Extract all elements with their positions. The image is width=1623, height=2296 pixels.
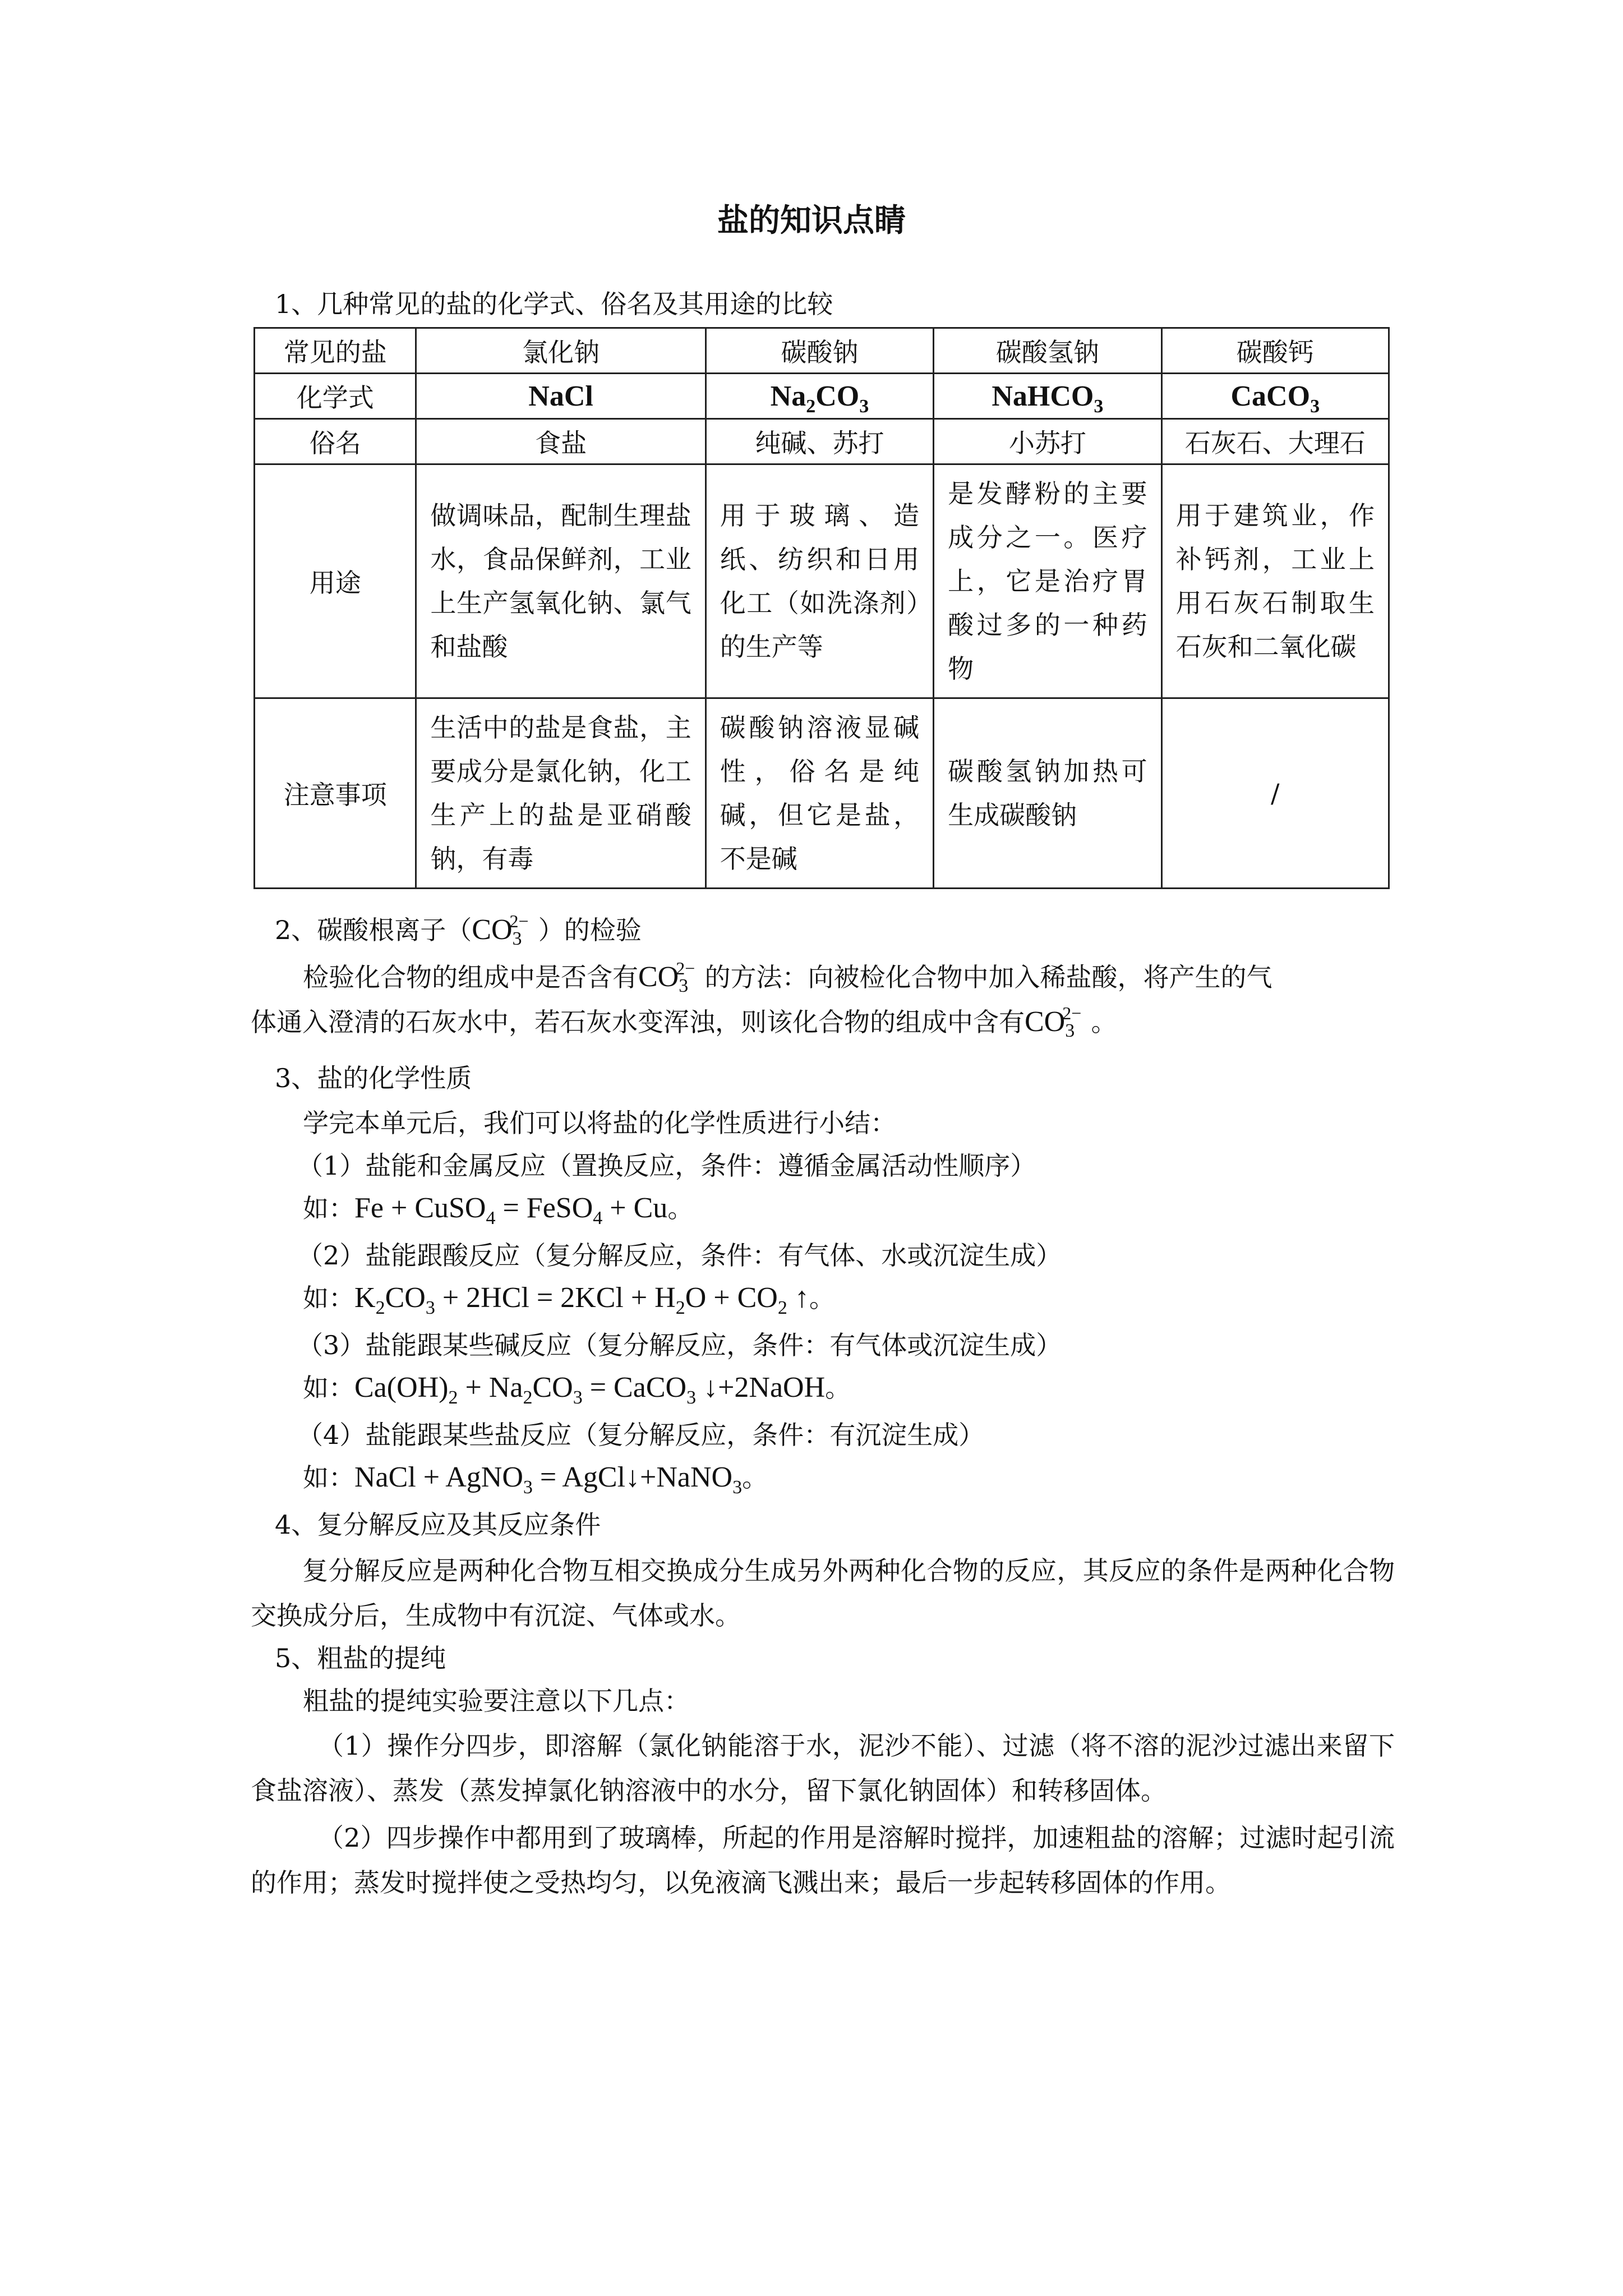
table-row	[255, 419, 1389, 464]
notes-cell: 生活中的盐是食盐，主要成分是氯化钠，化工生产上的盐是亚硝酸钠，有毒	[416, 698, 706, 889]
table-header-cell: 氯化钠	[416, 328, 706, 374]
equation-3: 如：$Ca(OH)_2 + Na_2CO_3$ = CaCO$_3$ ↓+2NaOH。	[303, 1372, 851, 1408]
section5-paragraph-2: （2）四步操作中都用到了玻璃棒，所起的作用是溶解时搅拌，加速粗盐的溶解；过滤时起引流的作用；蒸发时搅拌使之受热均匀，以免液滴飞溅出来；最后一步起转移固体的作用。	[251, 1823, 1395, 1898]
table-header-cell: 碳酸钠	[706, 328, 933, 374]
section5-intro: 粗盐的提纯实验要注意以下几点：	[303, 1686, 690, 1716]
section1-heading: 1、几种常见的盐的化学式、俗名及其用途的比较	[275, 289, 833, 319]
section3-item-3: （3）盐能跟某些碱反应（复分解反应，条件：有气体或沉淀生成）	[297, 1330, 1062, 1360]
formula-caco3: CaCO$_3$	[1161, 374, 1389, 419]
uses-cell: 用于玻璃、造纸、纺织和日用化工（如洗涤剂）的生产等	[706, 464, 933, 698]
formula-nahco3: NaHCO$_3$	[934, 374, 1161, 419]
table-header-cell: 碳酸氢钠	[934, 328, 1161, 374]
common-name-cell: 食盐	[416, 419, 706, 464]
uses-cell: 用于建筑业，作补钙剂，工业上用石灰石制取生石灰和二氧化碳	[1161, 464, 1389, 698]
uses-cell: 是发酵粉的主要成分之一。医疗上，它是治疗胃酸过多的一种药物	[934, 464, 1161, 698]
equation-2: 如：$K_2CO_3 + 2HCl = 2KCl + H_2O + CO_2$ ↑。	[303, 1282, 835, 1318]
row-label-formula: 化学式	[255, 374, 416, 419]
notes-cell: 碳酸氢钠加热可生成碳酸钠	[934, 698, 1161, 889]
section4-heading: 4、复分解反应及其反应条件	[275, 1510, 601, 1540]
common-name-cell: 石灰石、大理石	[1161, 419, 1389, 464]
section3-heading: 3、盐的化学性质	[275, 1063, 472, 1093]
formula-na2co3: $Na_2CO_3$	[706, 374, 933, 419]
section2-heading: 2、碳酸根离子（CO3 2− ）的检验	[275, 911, 642, 949]
section3-item-1: （1）盐能和金属反应（置换反应，条件：遵循金属活动性顺序）	[297, 1151, 1036, 1181]
table-row	[255, 328, 1389, 374]
notes-cell: 碳酸钠溶液显碱性，俗名是纯碱，但它是盐，不是碱	[706, 698, 933, 889]
uses-cell: 做调味品，配制生理盐水，食品保鲜剂，工业上生产氢氧化钠、氯气和盐酸	[416, 464, 706, 698]
table-header-cell: 碳酸钙	[1161, 328, 1389, 374]
salt-comparison-table	[253, 327, 1390, 889]
row-label-uses: 用途	[255, 464, 416, 698]
common-name-cell: 纯碱、苏打	[706, 419, 933, 464]
section3-intro: 学完本单元后，我们可以将盐的化学性质进行小结：	[303, 1108, 896, 1138]
table-row	[255, 374, 1389, 419]
section3-item-4: （4）盐能跟某些盐反应（复分解反应，条件：有沉淀生成）	[297, 1420, 985, 1450]
row-label-common-name: 俗名	[255, 419, 416, 464]
section5-heading: 5、粗盐的提纯	[275, 1643, 446, 1673]
table-row	[255, 698, 1389, 889]
section4-paragraph: 复分解反应是两种化合物互相交换成分生成另外两种化合物的反应，其反应的条件是两种化合物交换成分后，生成物中有沉淀、气体或水。	[251, 1556, 1395, 1631]
equation-4: 如：NaCl + AgNO$_3$ = AgCl↓+NaNO$_3$。	[303, 1461, 768, 1498]
common-name-cell: 小苏打	[934, 419, 1161, 464]
equation-1: 如：Fe + CuSO$_4$ = FeSO$_4$ + Cu。	[303, 1192, 694, 1228]
notes-cell: /	[1161, 698, 1389, 889]
table-header-cell: 常见的盐	[255, 328, 416, 374]
section2-paragraph-line1: 检验化合物的组成中是否含有CO3 2− 的方法：向被检化合物中加入稀盐酸，将产生的气	[303, 958, 1272, 996]
section3-item-2: （2）盐能跟酸反应（复分解反应，条件：有气体、水或沉淀生成）	[297, 1240, 1062, 1271]
page-title: 盐的知识点睛	[717, 203, 906, 239]
section5-paragraph-1: （1）操作分四步，即溶解（氯化钠能溶于水，泥沙不能）、过滤（将不溶的泥沙过滤出来留下食盐溶液）、蒸发（蒸发掉氯化钠溶液中的水分，留下氯化钠固体）和转移固体。	[251, 1731, 1395, 1806]
table-row	[255, 464, 1389, 698]
row-label-notes: 注意事项	[255, 698, 416, 889]
section2-paragraph-line2: 体通入澄清的石灰水中，若石灰水变浑浊，则该化合物的组成中含有CO3 2− 。	[251, 1003, 1117, 1041]
formula-nacl: NaCl	[416, 374, 706, 419]
